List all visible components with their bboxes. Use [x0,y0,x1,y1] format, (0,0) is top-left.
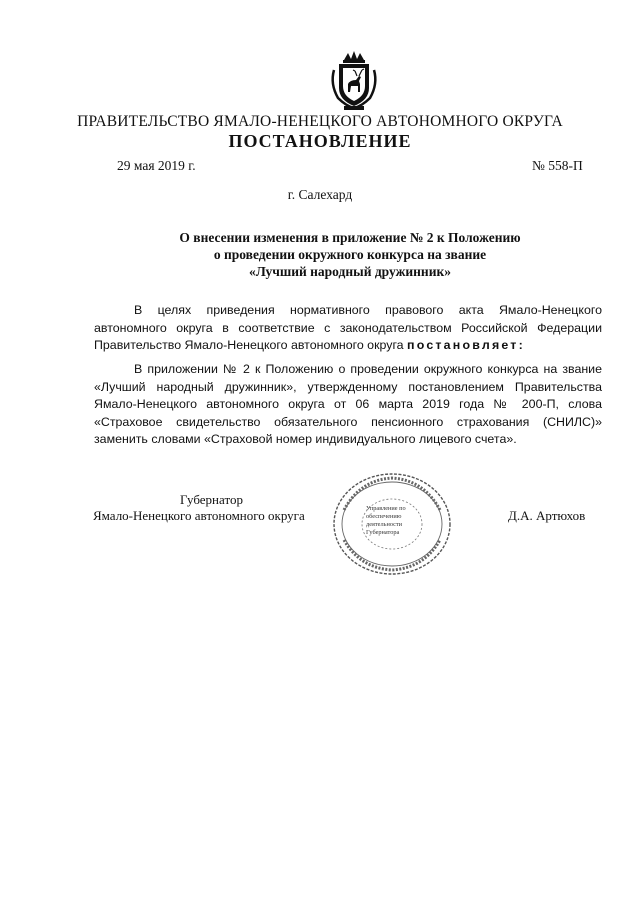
paragraph-resolution [94,361,602,449]
signature-name: Д.А. Артюхов [508,508,586,523]
title-line-2: о проведении окружного конкурса на звание [213,247,487,262]
document-city: г. Салехард [287,187,353,202]
document-type: ПОСТАНОВЛЕНИЕ [228,131,412,151]
preamble-text: В целях приведения нормативного правового акта Ямало-Ненецкого автономного округа в соответствие с законодательством Российской Федерации Правительство Ямало-Ненецкого автономного округа [94,303,602,353]
document-title [100,229,600,280]
signature-position-region: Ямало-Ненецкого автономного округа [93,508,305,523]
government-name: ПРАВИТЕЛЬСТВО ЯМАЛО-НЕНЕЦКОГО АВТОНОМНОГО ОКРУГА [77,113,563,130]
stamp-text: Управление по обеспечению деятельности Губернатора [366,505,406,536]
coat-of-arms-icon [326,50,382,112]
resolution-text: В приложении № 2 к Положению о проведении окружного конкурса на звание «Лучший народный дружинник», утвержденному постановлением Правительства Ямало-Ненецкого автономного округа от 06 марта 2019 года № 200-П, слова «Страховое свидетельство обязательного пенсионного страхования (СНИЛС)» заменить словами «Страховой номер индивидуального лицевого счета». [94,362,602,447]
document-number: № 558-П [532,158,583,173]
signature-position: Губернатор [180,492,243,507]
title-line-3: «Лучший народный дружинник» [248,264,452,279]
title-line-1: О внесении изменения в приложение № 2 к Положению [179,230,521,245]
resolve-keyword: постановляет: [407,338,525,353]
paragraph-preamble [94,302,602,355]
document-date: 29 мая 2019 г. [117,158,196,173]
